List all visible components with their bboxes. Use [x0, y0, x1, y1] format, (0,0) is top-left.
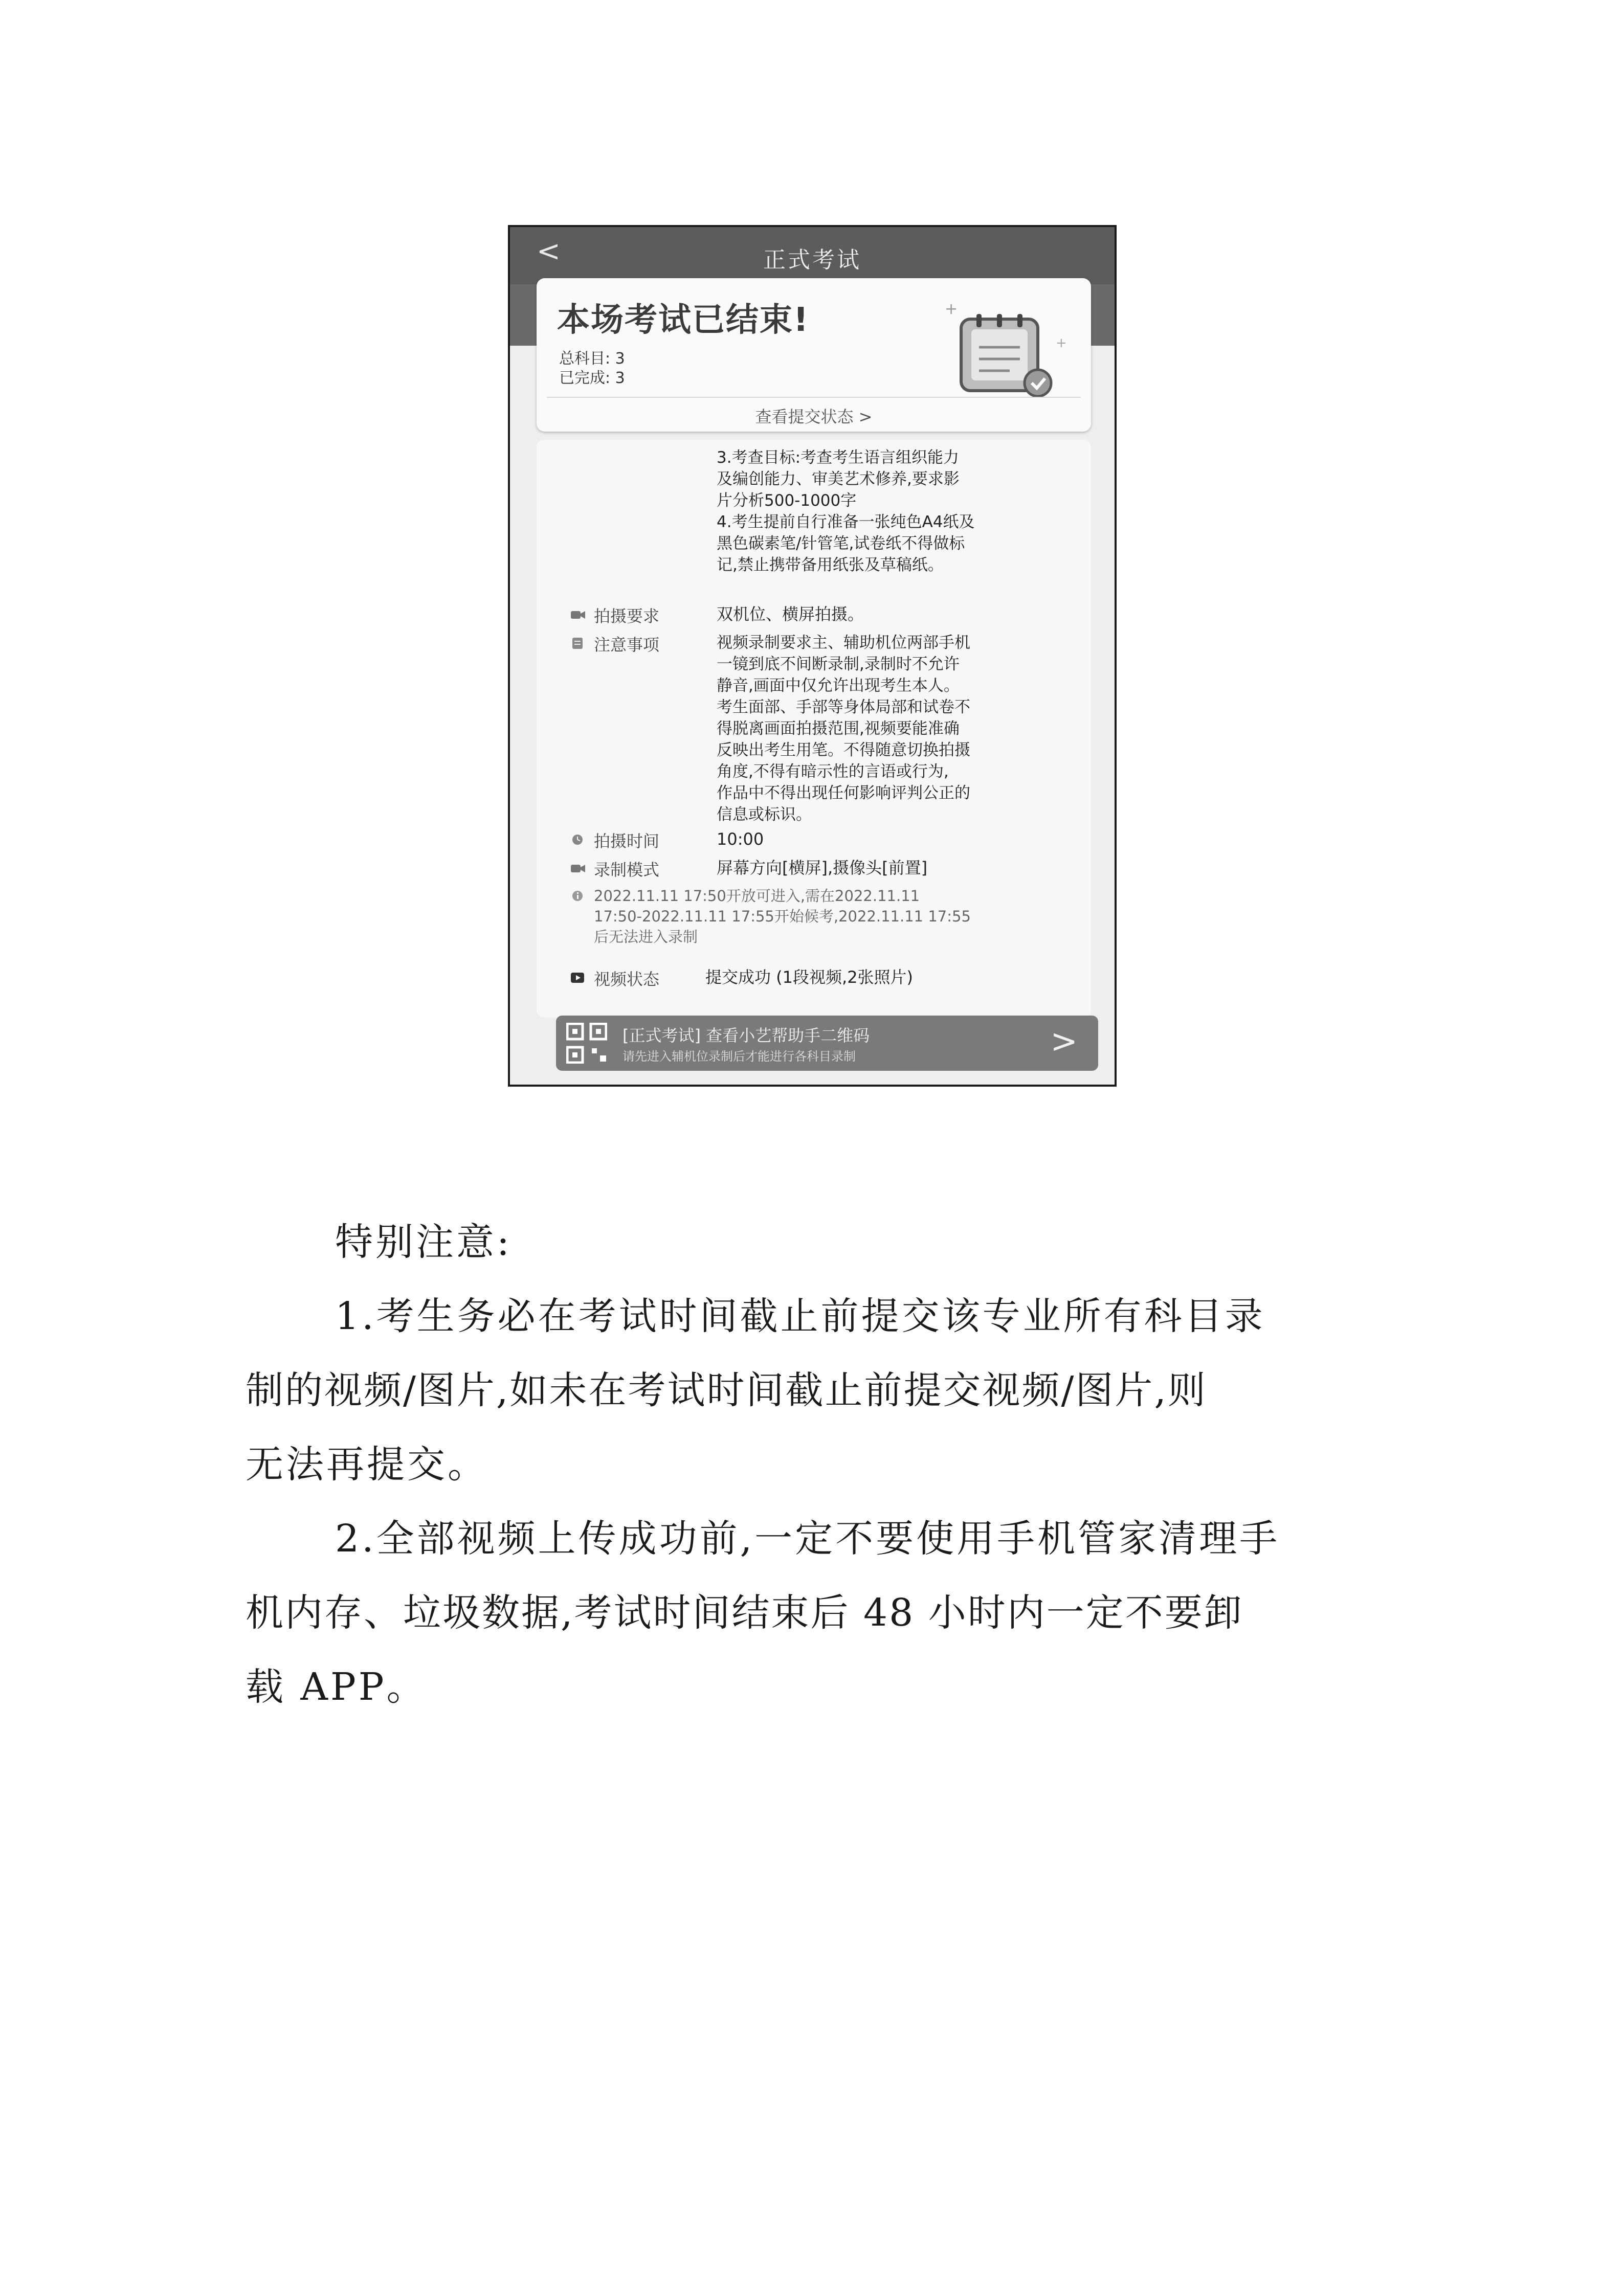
shoot-time-value: 10:00 — [717, 829, 764, 849]
app-header — [510, 227, 1115, 284]
page-title: 正式考试 — [763, 247, 861, 273]
record-icon — [570, 862, 586, 874]
record-mode-value: 屏幕方向[横屏],摄像头[前置] — [717, 858, 928, 877]
exam-goal-text: 3.考查目标:考查考生语言组织能力 及编创能力、审美艺术修养,要求影 片分析500-1000字 4.考生提前自行准备一张纯色A4纸及 黑色碳素笔/针管笔,试卷纸不得做标 记,禁止携带备用纸张及草稿纸。 — [717, 448, 975, 574]
note-icon — [570, 637, 586, 649]
notice-line-6: 载 APP。 — [246, 1665, 427, 1709]
notepad-illustration-icon — [941, 299, 1074, 401]
time-notice-text: 2022.11.11 17:50开放可进入,需在2022.11.11 17:50-2022.11.11 17:55开始候考,2022.11.11 17:55 后无法进入录制 — [594, 887, 971, 946]
notice-line-1: 1.考生务必在考试时间截止前提交该专业所有科目录 — [335, 1294, 1265, 1338]
notice-line-4: 2.全部视频上传成功前,一定不要使用手机管家清理手 — [335, 1517, 1280, 1561]
play-icon — [570, 972, 586, 984]
notice-line-3: 无法再提交。 — [246, 1443, 488, 1487]
chevron-right-icon[interactable]: > — [1050, 1023, 1078, 1061]
camera-icon — [570, 609, 586, 621]
notice-line-5: 机内存、垃圾数据,考试时间结束后 48 小时内一定不要卸 — [246, 1591, 1243, 1635]
exam-details-card — [537, 440, 1091, 1018]
banner-subtitle: 请先进入辅机位录制后才能进行各科目录制 — [622, 1049, 856, 1064]
clock-icon — [570, 834, 586, 846]
video-status-value: 提交成功 (1段视频,2张照片) — [705, 967, 914, 987]
notice-line-2: 制的视频/图片,如未在考试时间截止前提交视频/图片,则 — [246, 1368, 1207, 1412]
view-submit-status-link[interactable]: 查看提交状态 > — [755, 407, 873, 426]
record-mode-label: 录制模式 — [594, 860, 660, 880]
back-icon[interactable]: < — [537, 235, 561, 268]
exam-ended-title: 本场考试已结束! — [557, 301, 810, 339]
qr-helper-banner[interactable] — [556, 1016, 1098, 1071]
shoot-requirement-value: 双机位、横屏拍摄。 — [717, 604, 864, 624]
notice-heading: 特别注意: — [335, 1220, 512, 1264]
qr-code-icon — [566, 1023, 607, 1064]
notes-text: 视频录制要求主、辅助机位两部手机 一镜到底不间断录制,录制时不允许 静音,画面中仅允许出现考生本人。 考生面部、手部等身体局部和试卷不 得脱离画面拍摄范围,视频要能准确 反映出考生用笔。不得随意切换拍摄 角度,不得有暗示性的言语或行为, 作品中不得出现任何影响评判公正的 信息或标识。 — [717, 634, 970, 824]
total-subjects: 总科目: 3 — [559, 350, 625, 368]
shoot-requirement-label: 拍摄要求 — [594, 606, 660, 626]
info-icon — [570, 890, 586, 902]
completed-subjects: 已完成: 3 — [559, 369, 625, 387]
banner-title: [正式考试] 查看小艺帮助手二维码 — [622, 1026, 870, 1045]
divider — [547, 397, 1081, 398]
video-status-label: 视频状态 — [594, 970, 660, 989]
svg-text:+: + — [1056, 335, 1067, 351]
shoot-time-label: 拍摄时间 — [594, 831, 660, 851]
svg-text:+: + — [945, 300, 958, 318]
exam-app-screenshot — [508, 225, 1117, 1087]
notes-label: 注意事项 — [594, 635, 660, 655]
exam-summary-card — [537, 278, 1091, 432]
